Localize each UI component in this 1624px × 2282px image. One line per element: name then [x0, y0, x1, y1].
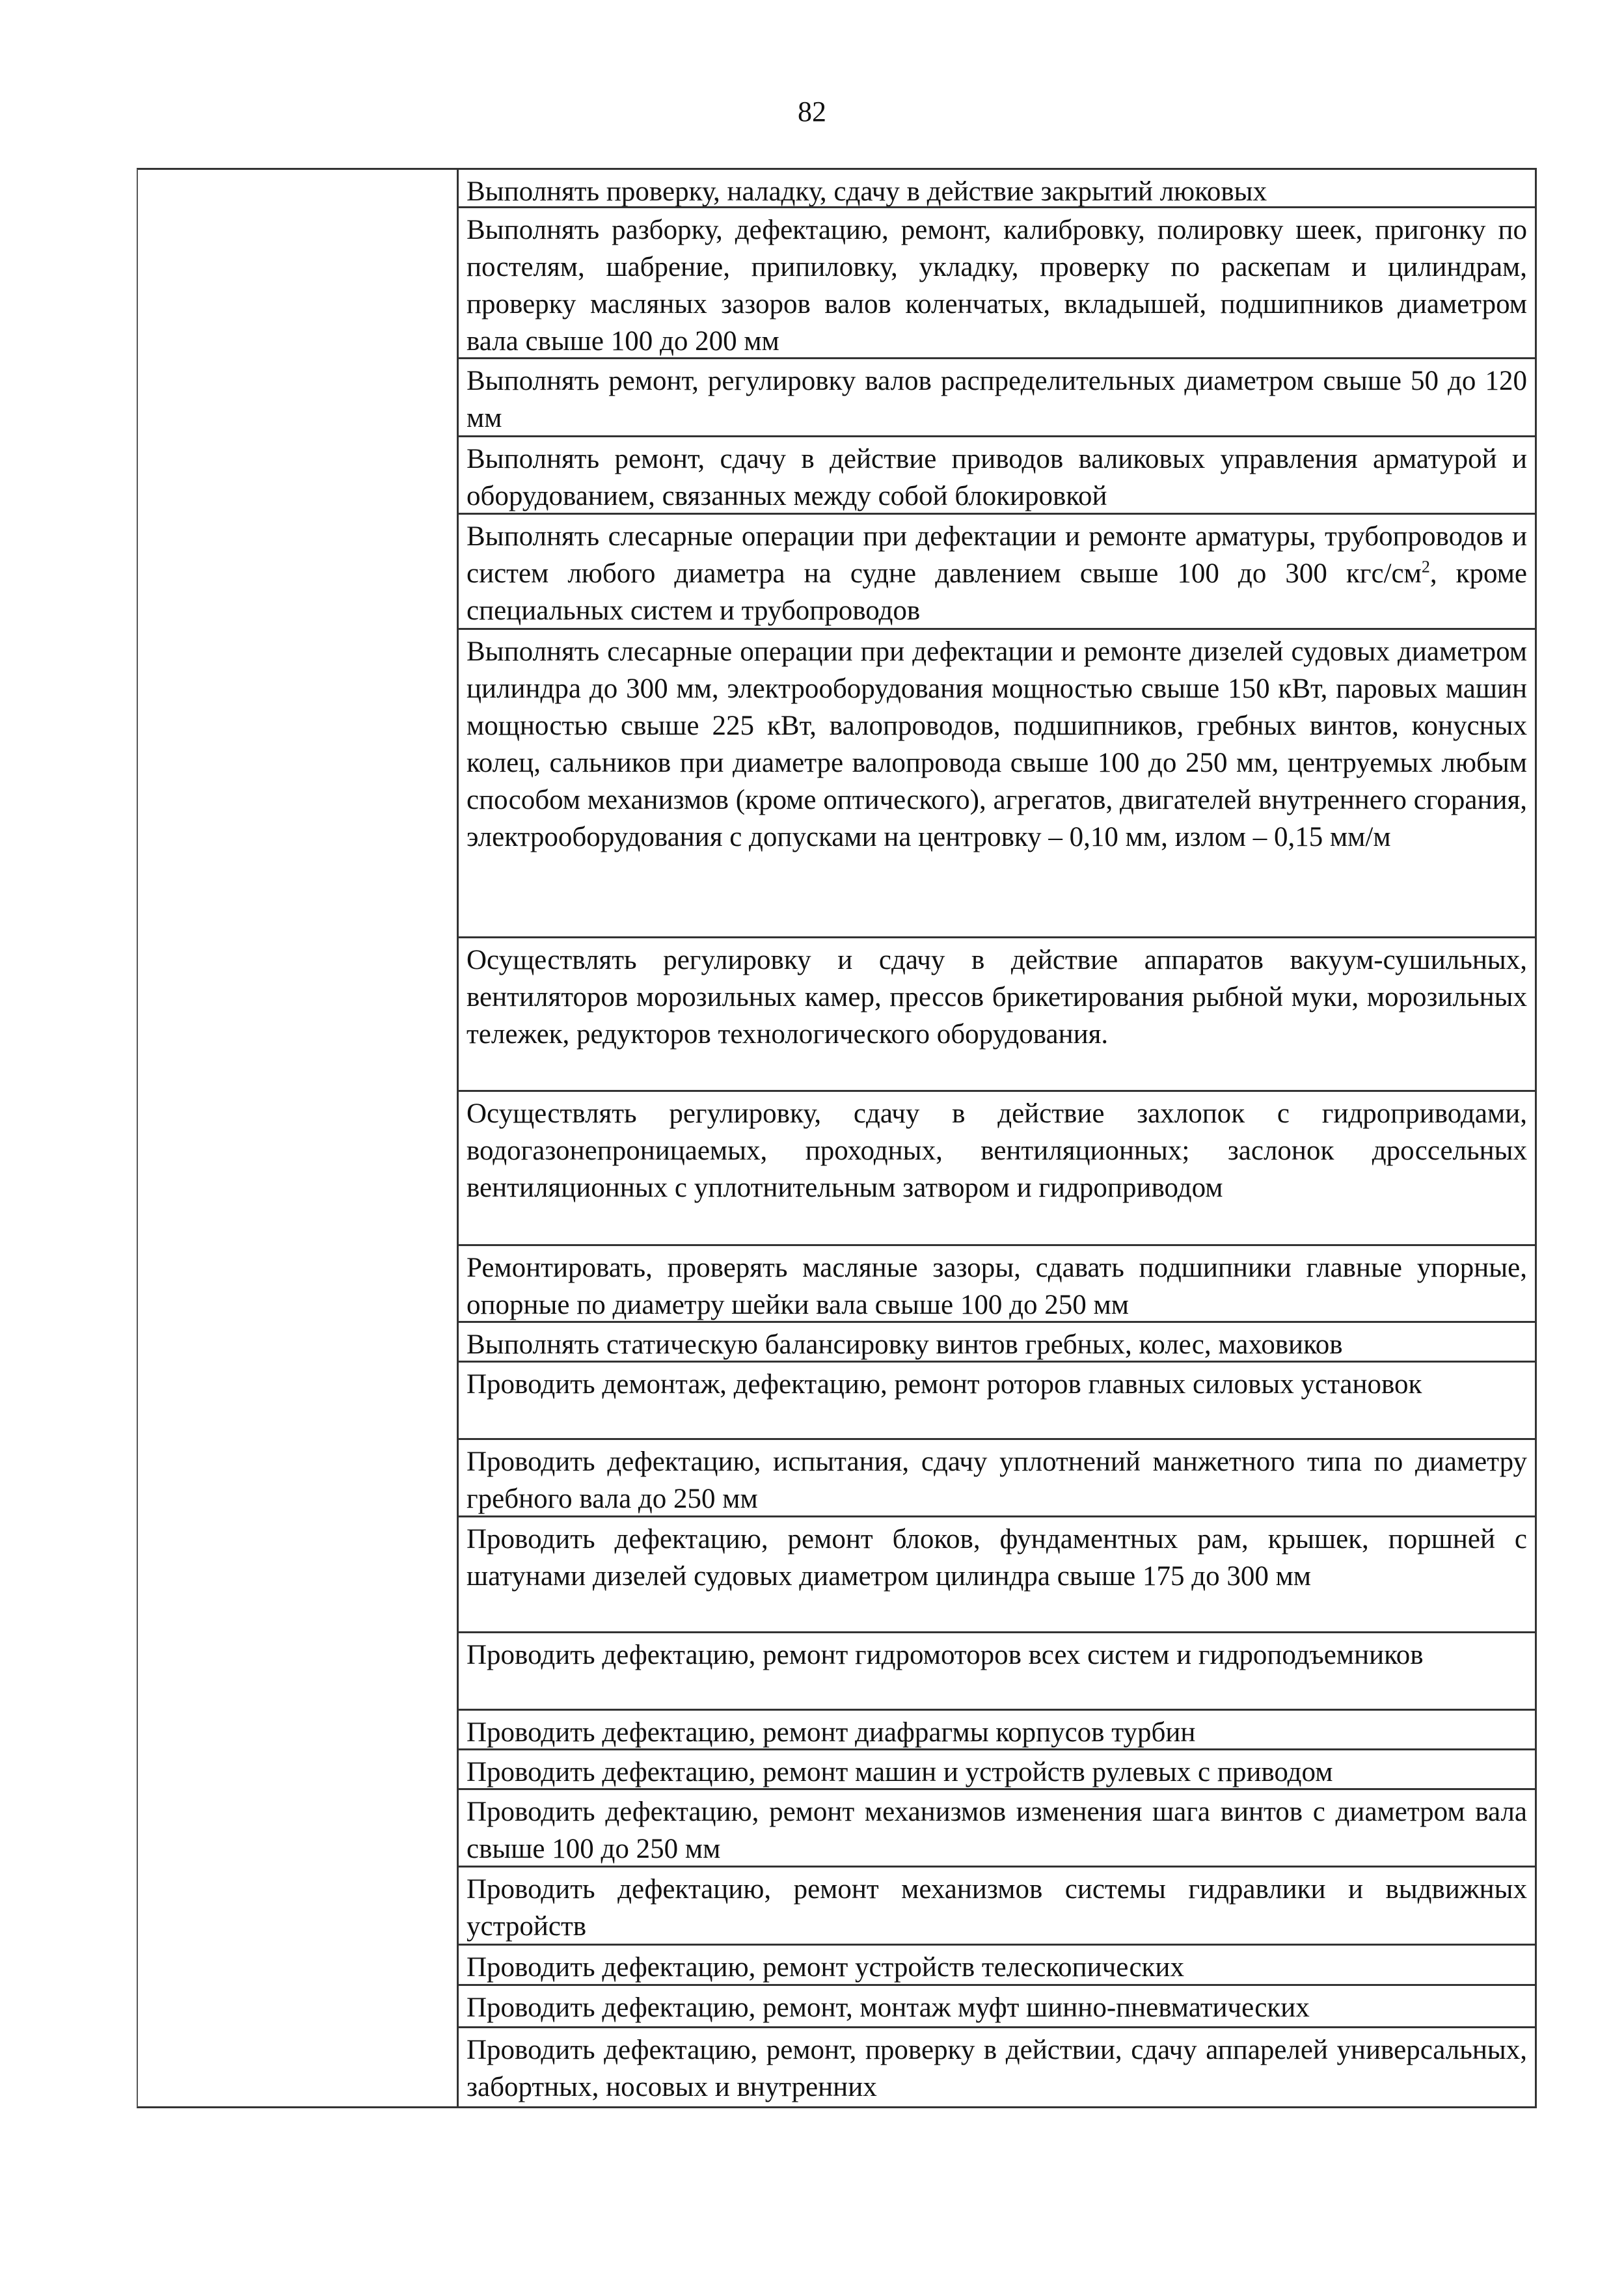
table-row: Осуществлять регулировку и сдачу в действие аппаратов вакуум-сушильных, вентиляторов морозильных камер, прессов брикетирования рыбной муки, морозильных тележек, редукторов технологического оборудования.	[459, 938, 1535, 1092]
duties-table	[137, 168, 1537, 2108]
table-row: Проводить дефектацию, испытания, сдачу уплотнений манжетного типа по диаметру гребного вала до 250 мм	[459, 1440, 1535, 1517]
table-row: Проводить демонтаж, дефектацию, ремонт роторов главных силовых установок	[459, 1363, 1535, 1440]
table-row: Ремонтировать, проверять масляные зазоры, сдавать подшипники главные упорные, опорные по диаметру шейки вала свыше 100 до 250 мм	[459, 1246, 1535, 1323]
table-row: Проводить дефектацию, ремонт устройств телескопических	[459, 1946, 1535, 1986]
row-text: , кроме специальных систем и трубопроводов	[467, 558, 1527, 626]
table-row: Проводить дефектацию, ремонт, монтаж муфт шинно-пневматических	[459, 1986, 1535, 2028]
page-number: 82	[798, 96, 826, 128]
table-row: Проводить дефектацию, ремонт гидромоторов всех систем и гидроподъемников	[459, 1633, 1535, 1711]
table-row: Проводить дефектацию, ремонт машин и устройств рулевых с приводом	[459, 1750, 1535, 1790]
table-row: Выполнять слесарные операции при дефектации и ремонте дизелей судовых диаметром цилиндра до 300 мм, электрооборудования мощностью свыше 150 кВт, паровых машин мощностью свыше 225 кВт, валопроводов, подшипников, гребных винтов, конусных колец, сальников при диаметре валопровода свыше 100 до 250 мм, центруемых любым способом механизмов (кроме оптического), агрегатов, двигателей внутреннего сгорания, электрооборудования с допусками на центровку – 0,10 мм, излом – 0,15 мм/м	[459, 630, 1535, 938]
table-row: Проводить дефектацию, ремонт блоков, фундаментных рам, крышек, поршней с шатунами дизелей судовых диаметром цилиндра свыше 175 до 300 мм	[459, 1517, 1535, 1633]
table-right-column	[459, 170, 1535, 2106]
table-row: Выполнять ремонт, сдачу в действие приводов валиковых управления арматурой и оборудованием, связанных между собой блокировкой	[459, 437, 1535, 515]
table-row: Осуществлять регулировку, сдачу в действие захлопок с гидроприводами, водогазонепроницаемых, проходных, вентиляционных; заслонок дроссельных вентиляционных с уплотнительным затвором и гидроприводом	[459, 1092, 1535, 1246]
table-row	[459, 515, 1535, 630]
row-text: Выполнять слесарные операции при дефектации и ремонте арматуры, трубопроводов и систем любого диаметра на судне давлением свыше 100 до 300 кгс/см	[467, 521, 1527, 589]
table-row: Проводить дефектацию, ремонт диафрагмы корпусов турбин	[459, 1711, 1535, 1750]
table-row: Выполнять разборку, дефектацию, ремонт, калибровку, полировку шеек, пригонку по постелям, шабрение, припиловку, укладку, проверку по раскепам и цилиндрам, проверку масляных зазоров валов коленчатых, вкладышей, подшипников диаметром вала свыше 100 до 200 мм	[459, 208, 1535, 359]
table-left-cell	[138, 170, 459, 2106]
table-row: Проводить дефектацию, ремонт, проверку в действии, сдачу аппарелей универсальных, забортных, носовых и внутренних	[467, 2035, 1527, 2102]
superscript-exponent: 2	[1421, 557, 1430, 577]
table-row: Выполнять проверку, наладку, сдачу в действие закрытий люковых	[459, 170, 1535, 208]
table-row: Выполнять ремонт, регулировку валов распределительных диаметром свыше 50 до 120 мм	[459, 359, 1535, 437]
table-row: Проводить дефектацию, ремонт механизмов системы гидравлики и выдвижных устройств	[459, 1868, 1535, 1946]
table-row: Проводить дефектацию, ремонт механизмов изменения шага винтов с диаметром вала свыше 100 до 250 мм	[459, 1790, 1535, 1868]
table-row: Выполнять статическую балансировку винтов гребных, колес, маховиков	[459, 1323, 1535, 1363]
